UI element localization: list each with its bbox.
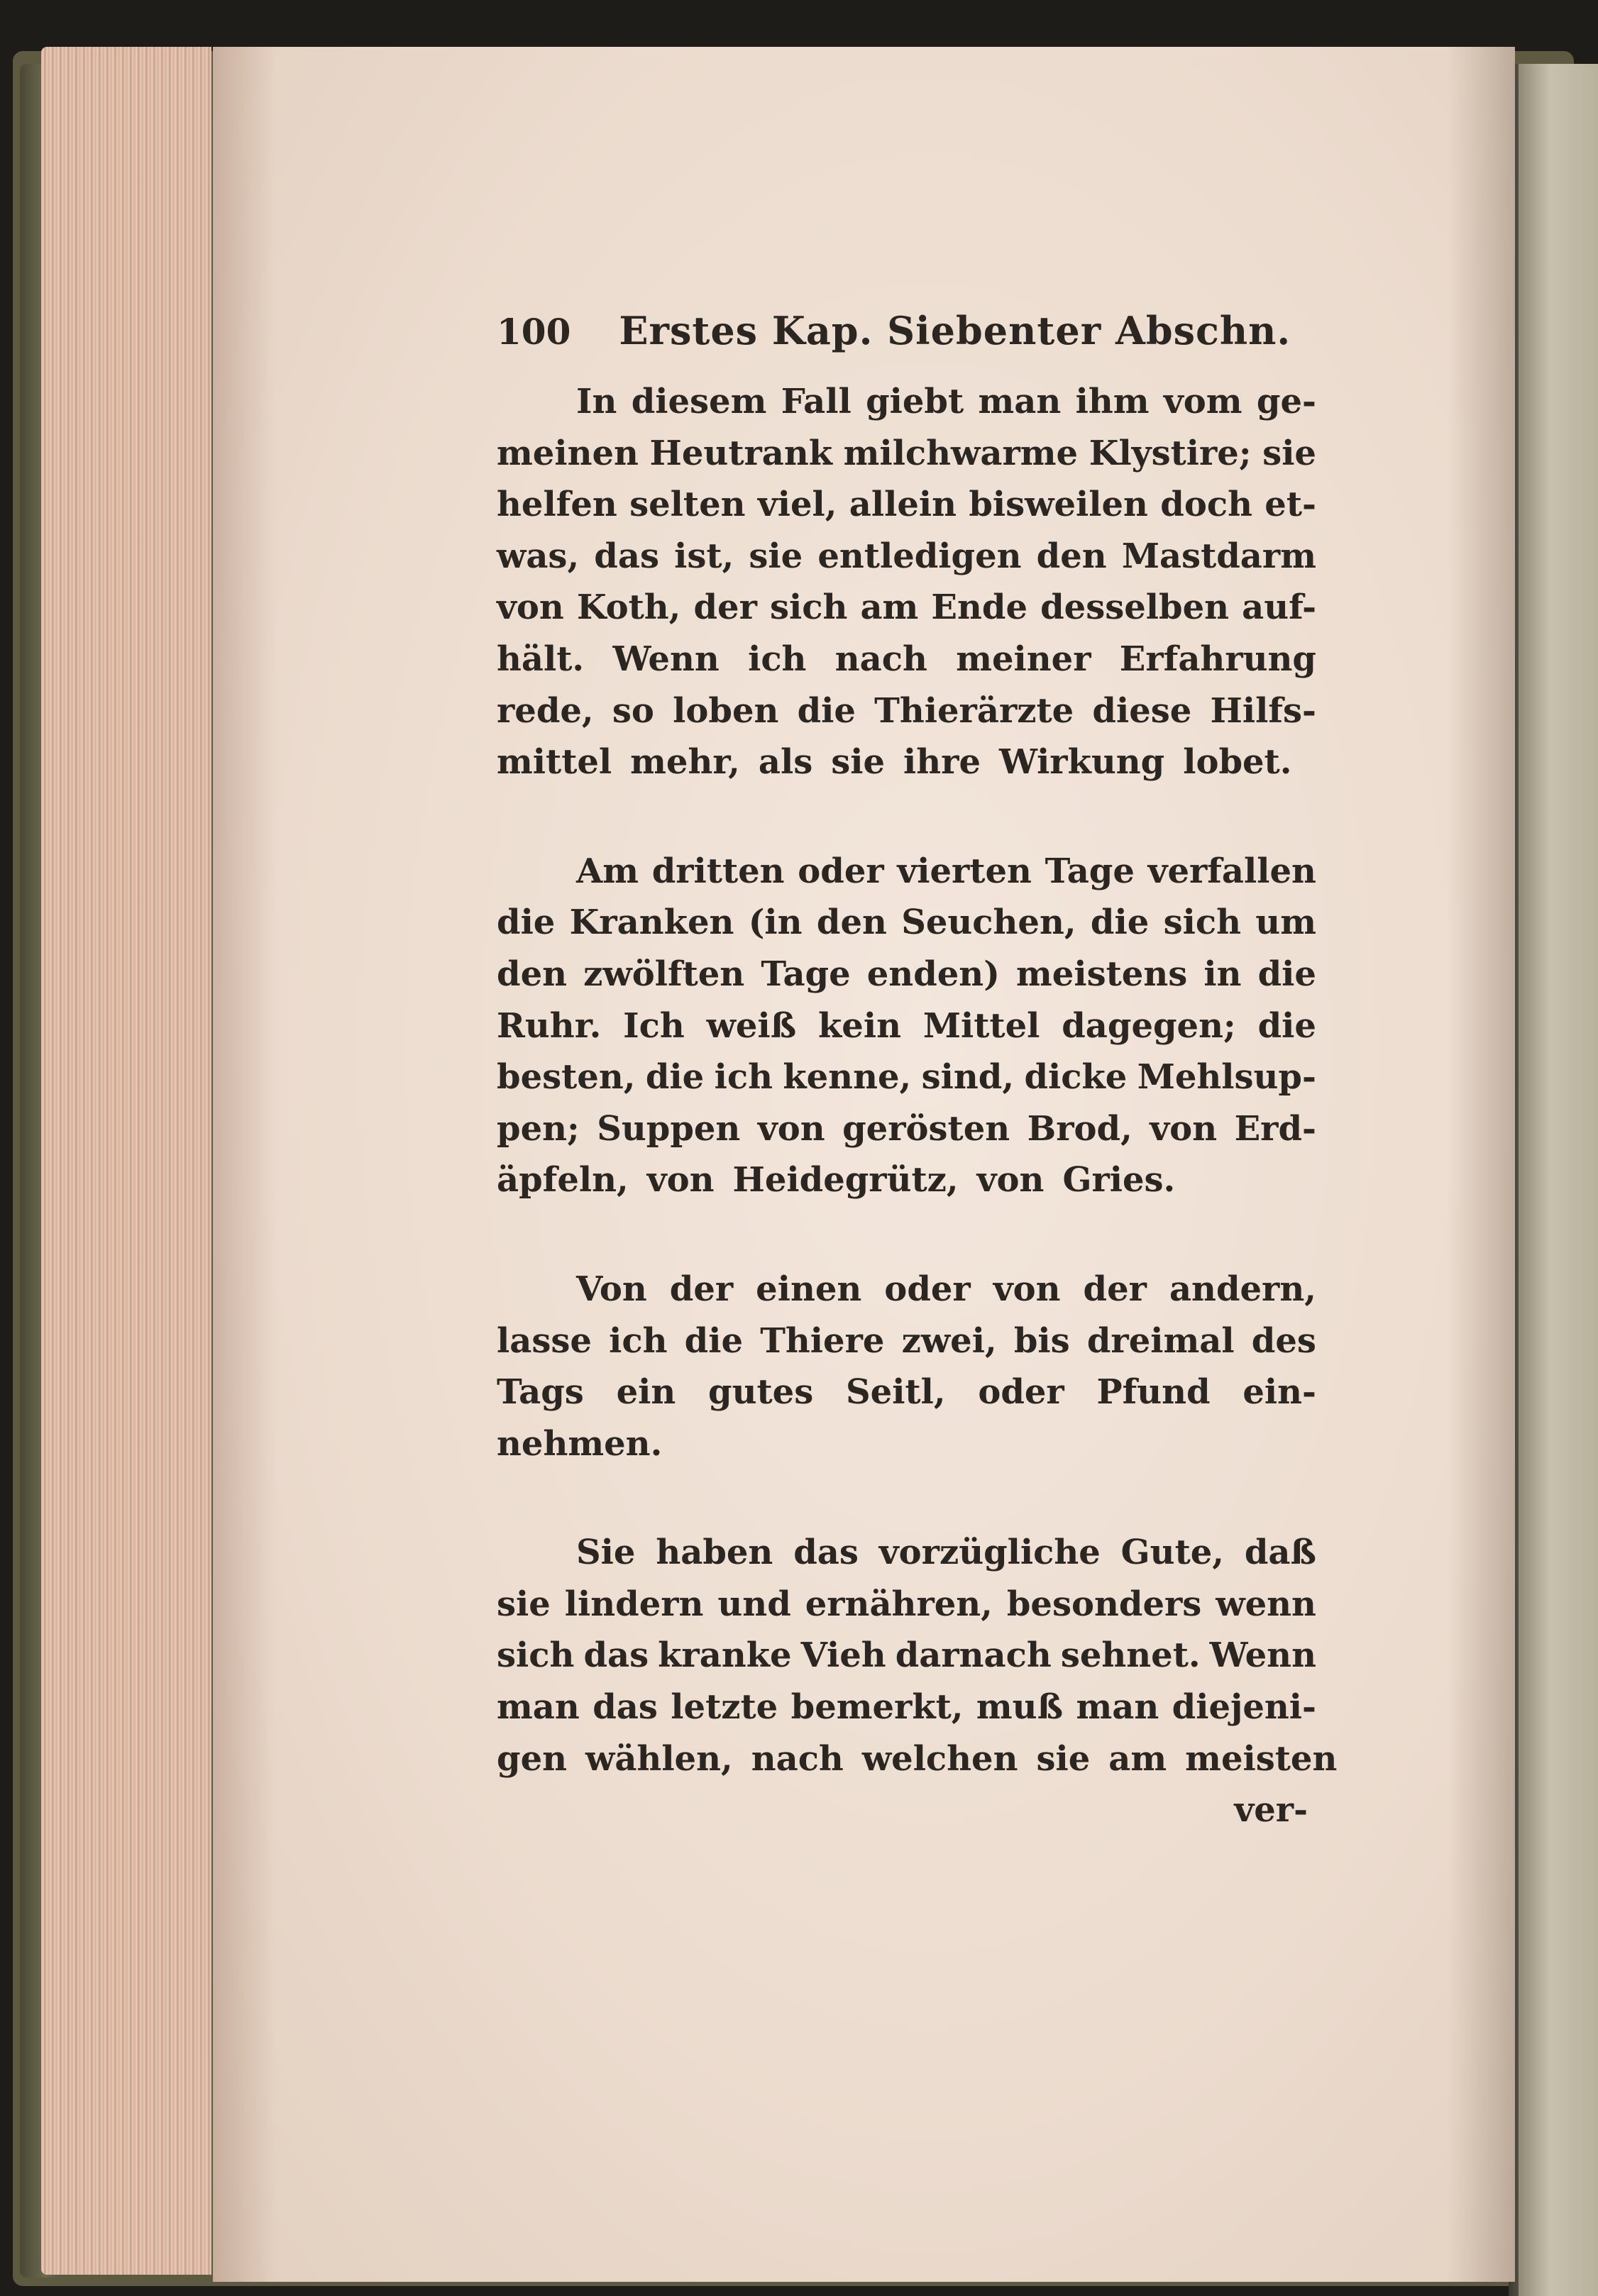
- text-line: sie lindern und ernähren, besonders wenn: [497, 1584, 1316, 1624]
- text-line: Von der einen oder von der andern,: [576, 1269, 1316, 1309]
- text-line: meinen Heutrank milchwarme Klystire; sie: [497, 433, 1316, 473]
- page-header: [497, 305, 1316, 355]
- body-text: [497, 376, 1338, 1784]
- page-shade: [1448, 47, 1515, 2282]
- text-line: was, das ist, sie entledigen den Mastdarm: [497, 536, 1316, 576]
- text-line: pen; Suppen von gerösten Brod, von Erd-: [497, 1108, 1316, 1149]
- text-line: Am dritten oder vierten Tage verfallen: [576, 851, 1316, 891]
- text-line: lasse ich die Thiere zwei, bis dreimal des: [497, 1320, 1316, 1361]
- text-line: rede, so loben die Thierärzte diese Hilfs-: [497, 690, 1316, 731]
- text-line: Tags ein gutes Seitl, oder Pfund ein-: [497, 1372, 1316, 1413]
- paragraph: [497, 1527, 1338, 1784]
- text-line: nehmen.: [497, 1423, 663, 1464]
- text-line: sich das kranke Vieh darnach sehnet. Wenn: [497, 1635, 1316, 1676]
- text-line: Ruhr. Ich weiß kein Mittel dagegen; die: [497, 1005, 1316, 1046]
- paragraph: [497, 1264, 1316, 1469]
- catchword: ver-: [1234, 1790, 1308, 1831]
- text-line: die Kranken (in den Seuchen, die sich um: [497, 903, 1316, 943]
- page-number: 100: [497, 311, 571, 353]
- text-line: helfen selten viel, allein bisweilen doch et-: [497, 485, 1316, 525]
- text-line: besten, die ich kenne, sind, dicke Mehlsup-: [497, 1057, 1316, 1098]
- text-line: In diesem Fall giebt man ihm vom ge-: [576, 382, 1316, 421]
- text-line: äpfeln, von Heidegrütz, von Gries.: [497, 1160, 1176, 1201]
- page-shadow: [213, 47, 277, 2282]
- text-block: [497, 305, 1338, 1836]
- text-line: den zwölften Tage enden) meistens in die: [497, 954, 1316, 994]
- text-line: hält. Wenn ich nach meiner Erfahrung: [497, 639, 1316, 679]
- paragraph: [497, 376, 1316, 788]
- text-line: von Koth, der sich am Ende desselben auf-: [497, 587, 1316, 628]
- text-line: Sie haben das vorzügliche Gute, daß: [576, 1533, 1316, 1573]
- paragraph: [497, 846, 1316, 1206]
- page-edges: [41, 47, 211, 2275]
- text-line: gen wählen, nach welchen sie am meisten: [497, 1738, 1338, 1779]
- text-line: man das letzte bemerkt, muß man diejeni-: [497, 1687, 1316, 1728]
- facing-page-edge: [1519, 64, 1598, 2296]
- text-line: mittel mehr, als sie ihre Wirkung lobet.: [497, 742, 1292, 783]
- running-title: Erstes Kap. Siebenter Abschn.: [619, 308, 1291, 353]
